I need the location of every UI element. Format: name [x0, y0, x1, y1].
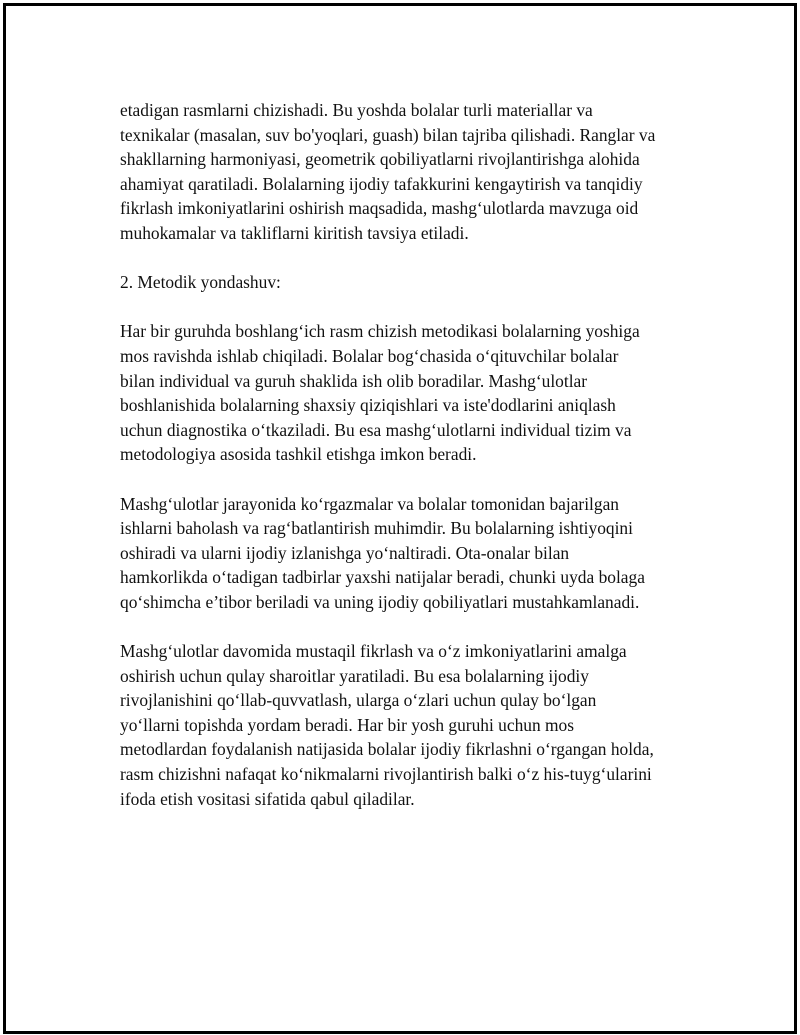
document-body [120, 98, 700, 836]
paragraph-intro: etadigan rasmlarni chizishadi. Bu yoshda bolalar turli materiallar va texnikalar (masalan, suv bo'yoqlari, guash) bilan tajriba qilishadi. Ranglar va shakllarning harmoniyasi, geometrik qobiliyatlarni rivojlantirishga alohida ahamiyat qaratiladi. Bolalarning ijodiy tafakkurini kengaytirish va tanqidiy fikrlash imkoniyatlarini oshirish maqsadida, mashg‘ulotlarda mavzuga oid muhokamalar va takliflarni kiritish tavsiya etiladi. [120, 100, 656, 243]
section-heading: 2. Metodik yondashuv: [120, 272, 281, 293]
paragraph-exhibitions: Mashg‘ulotlar jarayonida ko‘rgazmalar va bolalar tomonidan bajarilgan ishlarni baholash va rag‘batlantirish muhimdir. Bu bolalarning ishtiyoqini oshiradi va ularni ijodiy izlanishga yo‘naltiradi. Ota-onalar bilan hamkorlikda o‘tadigan tadbirlar yaxshi natijalar beradi, chunki uyda bolaga qo‘shimcha e’tibor beriladi va uning ijodiy qobiliyatlari mustahkamlanadi. [120, 493, 645, 612]
paragraph-methodology: Har bir guruhda boshlang‘ich rasm chizish metodikasi bolalarning yoshiga mos ravishda ishlab chiqiladi. Bolalar bog‘chasida o‘qituvchilar bolalar bilan individual va guruh shaklida ish olib boradilar. Mashg‘ulotlar boshlanishida bolalarning shaxsiy qiziqishlari va iste'dodlarini aniqlash uchun diagnostika o‘tkaziladi. Bu esa mashg‘ulotlarni individual tizim va metodologiya asosida tashkil etishga imkon beradi. [120, 321, 640, 465]
page-frame [3, 3, 797, 1034]
paragraph-independent-thinking: Mashg‘ulotlar davomida mustaqil fikrlash va o‘z imkoniyatlarini amalga oshirish uchun qulay sharoitlar yaratiladi. Bu esa bolalarning ijodiy rivojlanishini qo‘llab-quvvatlash, ularga o‘zlari uchun qulay bo‘lgan yo‘llarni topishda yordam beradi. Har bir yosh guruhi uchun mos metodlardan foydalanish natijasida bolalar ijodiy fikrlashni o‘rgangan holda, rasm chizishni nafaqat ko‘nikmalarni rivojlantirish balki o‘z his-tuyg‘ularini ifoda etish vositasi sifatida qabul qiladilar. [120, 641, 654, 809]
